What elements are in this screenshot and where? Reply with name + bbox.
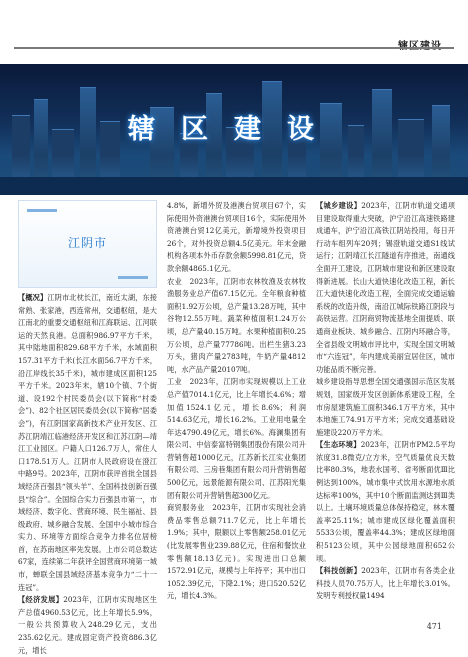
paragraph-text: 工业 2023年，江阴市实现规模以上工业总产值7014.1亿元，比上年增长4.6%；增加值1524.1亿元，增长8.6%；利润514.63亿元，增长16.2%。工业用电量全年达4790.49亿元，增长6%。海澜集团有限公司、中信泰富特钢集团股份有限公司升营销售超1000亿元，江苏新长江实业集团有限公司、三房巷集团有限公司升营销售超500亿元，远景能源有限公司、江苏阳光集团有限公司升营销售超300亿元。 <box>167 377 306 500</box>
paragraph-text: 2023年，江阴市实现地区生产总值4960.53亿元，比上年增长5.9%，一般公共预算收入248.29亿元，支出235.62亿元。建成固定资产投资886.3亿元，增长 <box>18 595 157 655</box>
paragraph-text: 2023年，江阴市轨道交通项目建设取得重大突破，沪宁沿江高速铁路建成通车，沪宁沿江高铁江阴站投用，每日开行动车组列车20列；锡澄轨道交通S1线试运行；江阴靖江长江隧道有序推进，南通线全面开工建设，江阴城市建设和新区建设取得新进展。长山大道快速化改造工程，新长江大道快速化改造工程，全面完成交通运输系统的改造升级，南沿江城际铁路江阴段与高铁运营。江阴商贸物流基地全面提质、联通商业板块、城乡融合、江阴内环融合等，全省县级文明城市评比中，实现全国文明城市“六连冠”，年内建成美丽宜居住区，城市功能品质不断完善。 <box>316 201 455 374</box>
paragraph <box>316 376 455 439</box>
paragraph <box>18 292 157 594</box>
section-banner <box>0 64 468 195</box>
city-name-box <box>18 200 157 288</box>
page-number: 471 <box>426 622 442 631</box>
paragraph-text: 商贸服务业 2023年，江阴市实现社会消费品零售总额711.7亿元，比上年增长1.9%；其中，限额以上零售额258.01亿元(比发展零售业239.88亿元，住宿和餐饮业零售额18.13亿元)。实现进出口总额1572.91亿元，规模与上年持平；其中出口1052.39亿元，下降2.1%；进口520.52亿元，增长4.3%。 <box>167 503 306 601</box>
paragraph <box>167 376 306 502</box>
section-heading: 【概况】 <box>18 293 48 302</box>
section-heading: 【生态环境】 <box>316 440 361 450</box>
paragraph <box>316 439 455 565</box>
section-heading: 【城乡建设】 <box>316 201 362 210</box>
paragraph <box>167 200 306 276</box>
paragraph <box>18 594 157 657</box>
paragraph-text: 江阴市北枕长江，南近太湖，东接常熟、张家港，西连常州，交通枢纽，是大江南北的重要交通枢纽和江海联运、江河联运的天然良港。总面积986.97平方千米，其中陆地面积829.68平方千米，水域面积157.31平方千米(长江水面56.7平方千米，沿江岸线长35千米)，城市建成区面积125平方千米。2023年末，辖10个镇、7个街道、设192个村民委员会(以下简称“村委会”)、82个社区居民委员会(以下简称“居委会”)，有江阴国家高新技术产业开发区、江苏江阴靖江临港经济开发区和江苏江阴—靖江工业园区。户籍人口126.7万人，常住人口178.51万人。江阴市人民政府设在澄江中路9号。2023年，江阴市获评首批全国县域经济百强县“领头羊”、全国科技创新百强县“综合”。全国综合实力百强县市第一，市域经济、数字化、营商环境、民生福祉、县级政府、城乡融合发展、全国中小城市综合实力、环境等方面综合竞争力排名位居榜首，在苏南地区率先发展。上市公司总数达67家，连续第二年获评全国营商环境第一城市，蝉联全国县域经济基本竞争力“二十一连冠”。 <box>18 293 157 592</box>
paragraph-text: 2023年，江阴市有各类企业科技人员70.75万人，比上年增长3.01%。发明专利授权量1494 <box>316 566 455 601</box>
section-tag <box>398 37 442 52</box>
paragraph <box>167 276 306 377</box>
paragraph-text: 2023年，江阴市PM2.5平均浓度31.8微克/立方米，空气质量优良天数比率80.3%，地表水国考、省考断面优Ⅲ比例达到100%，城市集中式饮用水源地水质达标率100%，其中10个断面监测达到Ⅲ类以上。土壤环境质量总体保持稳定，林木覆盖率25.11%；城市建成区绿化覆盖面积5533公顷，覆盖率44.3%；建成区绿地面积5123公顷，其中公园绿地面积652公顷。 <box>316 440 455 563</box>
paragraph <box>316 200 455 376</box>
section-heading: 【经济发展】 <box>18 595 64 605</box>
paragraph-text: 农业 2023年，江阴市农林牧渔及农林牧渔服务业总产值67.15亿元。全年粮食种植面积1.92万公顷，总产量13.28万吨，其中谷物12.55万吨。蔬菜种植面积1.24万公顷，总产量40.15万吨。水果种植面积0.25万公顷，总产量77786吨。出栏生猪3.23万头，猪肉产量2783吨，牛奶产量4812吨，水产品产量20107吨。 <box>167 276 306 374</box>
section-heading: 【科技创新】 <box>316 566 362 576</box>
paragraph <box>316 565 455 603</box>
header-divider <box>14 47 454 49</box>
text-column-3 <box>316 200 455 603</box>
page-header <box>0 0 468 53</box>
city-name: 江阴市 <box>67 236 107 250</box>
decorative-bar <box>118 276 148 279</box>
paragraph <box>167 502 306 603</box>
decorative-bar <box>27 209 57 212</box>
paragraph-text: 4.8%，新增外贸及港澳台贸项目67个，实际使用外资港澳台贸项目16个，实际使用外资港澳台贸12亿美元，新增境外投资项目26个，对外投资总额4.5亿美元。年末金融机构各项本外币存款余额5998.81亿元，贷款余额4865.1亿元。 <box>167 201 306 273</box>
banner-title: 辖区建设 <box>128 114 340 145</box>
text-column-1 <box>18 200 157 657</box>
text-column-2 <box>167 200 306 603</box>
river-water <box>0 177 468 195</box>
paragraph-text: 城乡建设指导思想全国交通强国示范区发展规划，国家级开发区创新体系建设工程，全市房屋建筑施工面积346.1万平方米，其中本地施工74.91万平方米；完成交通基础设施建设220万平方米。 <box>316 377 455 437</box>
